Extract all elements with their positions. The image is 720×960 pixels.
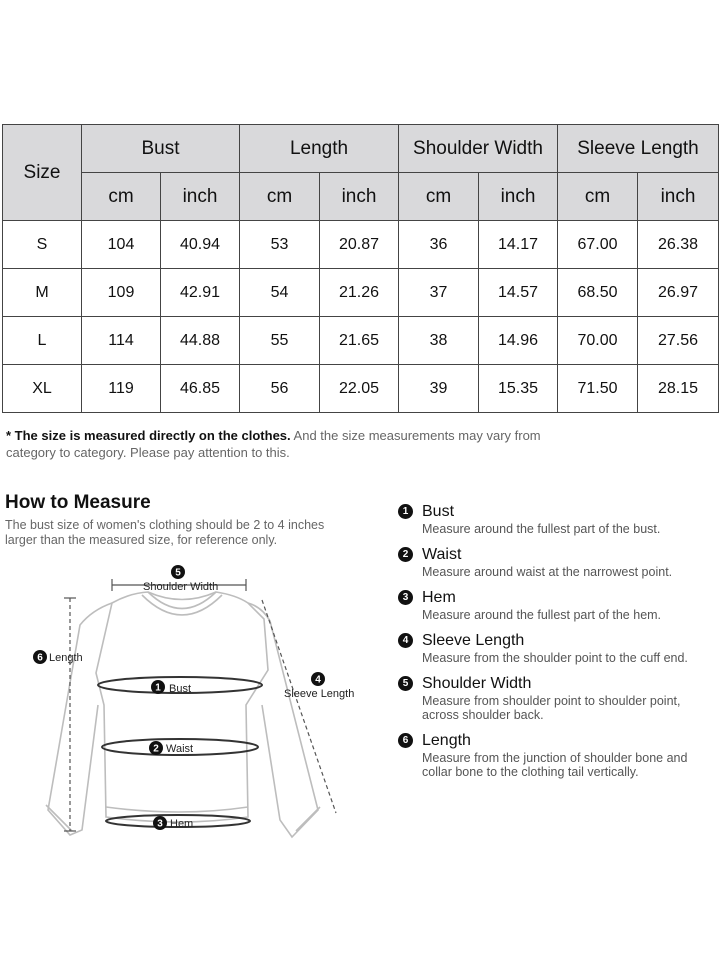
legend-description: Measure around waist at the narrowest point. [422, 565, 673, 579]
how-to-measure-description: The bust size of women's clothing should be 2 to 4 inches larger than the measured size, for reference only. [5, 518, 325, 547]
sweater-outline [46, 592, 320, 837]
unit-header: cm [240, 173, 320, 221]
label-hem: Hem [170, 818, 194, 830]
table-row [3, 221, 719, 269]
measurement-cell: 56 [240, 365, 320, 413]
unit-header: inch [161, 173, 240, 221]
size-note [6, 427, 566, 461]
measurement-cell: 37 [399, 269, 479, 317]
size-cell: XL [3, 365, 82, 413]
measurement-cell: 14.96 [479, 317, 558, 365]
measurement-cell: 38 [399, 317, 479, 365]
label-waist: Waist [166, 743, 194, 755]
measurement-cell: 44.88 [161, 317, 240, 365]
measurement-cell: 40.94 [161, 221, 240, 269]
table-row [3, 317, 719, 365]
measurement-cell: 119 [82, 365, 161, 413]
measurement-cell: 55 [240, 317, 320, 365]
diagram-labels [49, 581, 354, 830]
how-to-measure-title: How to Measure [5, 492, 151, 513]
measurement-cell: 21.65 [320, 317, 399, 365]
group-header-length: Length [240, 125, 399, 173]
measurement-cell: 15.35 [479, 365, 558, 413]
number-badge: 1 [398, 504, 413, 519]
badge-bust-num: 1 [155, 682, 161, 694]
measurement-legend [398, 502, 718, 788]
size-table-body [3, 221, 719, 413]
label-sleeve-length: Sleeve Length [284, 688, 355, 700]
legend-item [398, 631, 718, 665]
measurement-cell: 36 [399, 221, 479, 269]
badge-hem-num: 3 [157, 818, 163, 830]
unit-header: cm [399, 173, 479, 221]
size-cell: L [3, 317, 82, 365]
measurement-cell: 114 [82, 317, 161, 365]
measurement-cell: 21.26 [320, 269, 399, 317]
measurement-cell: 104 [82, 221, 161, 269]
number-badge: 3 [398, 590, 413, 605]
legend-item [398, 588, 718, 622]
note-bold: * The size is measured directly on the clothes. [6, 428, 291, 443]
measurement-cell: 22.05 [320, 365, 399, 413]
unit-header: inch [479, 173, 558, 221]
unit-header: inch [320, 173, 399, 221]
measurement-cell: 70.00 [558, 317, 638, 365]
measurement-cell: 39 [399, 365, 479, 413]
unit-header: cm [82, 173, 161, 221]
number-badge: 2 [398, 547, 413, 562]
legend-description: Measure around the fullest part of the hem. [422, 608, 662, 622]
measurement-cell: 71.50 [558, 365, 638, 413]
legend-title: Sleeve Length [422, 632, 525, 649]
badge-length-num: 6 [37, 652, 43, 664]
measurement-cell: 14.17 [479, 221, 558, 269]
measurement-cell: 42.91 [161, 269, 240, 317]
badge-waist-num: 2 [153, 743, 159, 755]
badge-sleeve-num: 4 [315, 674, 321, 686]
legend-description: Measure from shoulder point to shoulder point, across shoulder back. [422, 694, 681, 722]
legend-title: Waist [422, 546, 462, 563]
group-header-sleeve-length: Sleeve Length [558, 125, 719, 173]
size-cell: M [3, 269, 82, 317]
badge-shoulder-num: 5 [175, 567, 181, 579]
number-badge: 4 [398, 633, 413, 648]
group-header-bust: Bust [82, 125, 240, 173]
measurement-cell: 53 [240, 221, 320, 269]
group-header-shoulder-width: Shoulder Width [399, 125, 558, 173]
legend-description: Measure from the junction of shoulder bone and collar bone to the clothing tail vertically. [422, 751, 688, 779]
measurement-cell: 26.97 [638, 269, 719, 317]
unit-header: inch [638, 173, 719, 221]
legend-title: Length [422, 732, 471, 749]
measurement-cell: 67.00 [558, 221, 638, 269]
note-rest: And the size measurements may vary from category to category. Please pay attention to this. [6, 428, 541, 460]
legend-item [398, 545, 718, 579]
number-badge: 5 [398, 676, 413, 691]
measurement-cell: 27.56 [638, 317, 719, 365]
measurement-cell: 46.85 [161, 365, 240, 413]
table-row [3, 269, 719, 317]
legend-title: Shoulder Width [422, 675, 532, 692]
measurement-cell: 20.87 [320, 221, 399, 269]
unit-header: cm [558, 173, 638, 221]
sweater-measurement-diagram [0, 555, 380, 855]
legend-item [398, 674, 718, 722]
label-length: Length [49, 652, 83, 664]
legend-item [398, 502, 718, 536]
measurement-cell: 109 [82, 269, 161, 317]
measurement-cell: 28.15 [638, 365, 719, 413]
legend-description: Measure from the shoulder point to the cuff end. [422, 651, 688, 665]
legend-title: Hem [422, 589, 456, 606]
label-bust: Bust [169, 683, 192, 695]
measurement-cell: 68.50 [558, 269, 638, 317]
legend-title: Bust [422, 503, 455, 520]
legend-item [398, 731, 718, 779]
legend-description: Measure around the fullest part of the bust. [422, 522, 661, 536]
diagram-badges [33, 565, 325, 830]
size-header: Size [3, 125, 82, 221]
measurement-cell: 26.38 [638, 221, 719, 269]
number-badge: 6 [398, 733, 413, 748]
measurement-cell: 54 [240, 269, 320, 317]
label-shoulder-width: Shoulder Width [143, 581, 219, 593]
table-row [3, 365, 719, 413]
measurement-cell: 14.57 [479, 269, 558, 317]
size-chart-table [2, 124, 719, 413]
size-cell: S [3, 221, 82, 269]
